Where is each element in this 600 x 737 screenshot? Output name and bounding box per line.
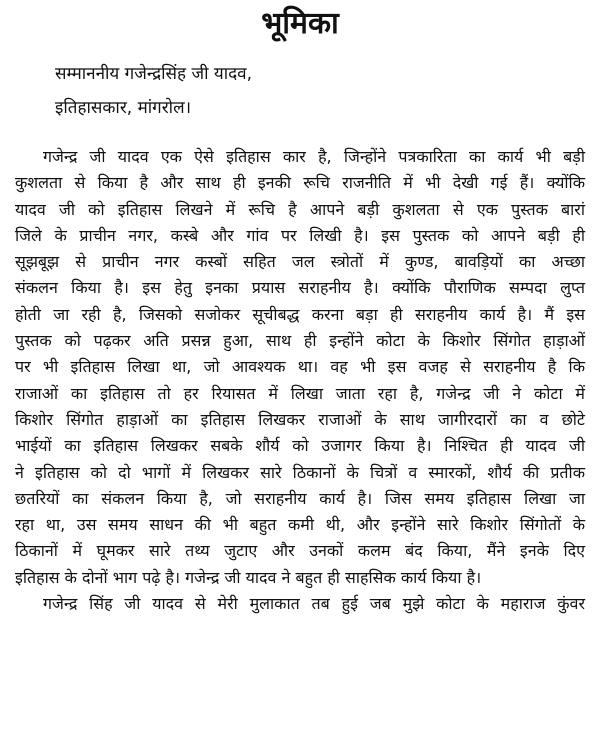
address-line-1: सम्माननीय गजेन्द्रसिंह जी यादव, — [55, 64, 253, 84]
body-line: सूझबूझ से प्राचीन नगर कस्बों सहित जल स्त्रोतों में कुण्ड, बावड़ियों का अच्छा — [15, 252, 585, 272]
body-line: ने इतिहास को दो भागों में लिखकर सारे ठिकानों के चित्रों व स्मारकों, शौर्य की प्रतीक — [15, 462, 585, 482]
body-paragraph — [15, 144, 585, 617]
body-line: कुशलता से किया है और साथ ही इनकी रूचि राजनीति में भी देखी गई हैं। क्योंकि — [15, 173, 585, 193]
body-line: भाईयों का इतिहास लिखकर सबके शौर्य को उजागर किया है। निश्चित ही यादव जी — [15, 436, 585, 456]
body-line: पर भी इतिहास लिखा था, जो आवश्यक था। वह भी इस वजह से सराहनीय है कि — [15, 357, 585, 377]
page-title: भूमिका — [261, 6, 339, 41]
body-line: पुस्तक को पढ़कर अति प्रसन्न हुआ, साथ ही इन्होंने कोटा के किशोर सिंगोत हाड़ाओं — [15, 331, 585, 351]
body-line: गजेन्द्र जी यादव एक ऐसे इतिहास कार है, जिन्होंने पत्रकारिता का कार्य भी बड़ी — [43, 147, 585, 166]
body-line: जिले के प्राचीन नगर, कस्बे और गांव पर लिखी है। इस पुस्तक को आपने बड़ी ही — [15, 225, 585, 245]
body-line: छतरियों का संकलन किया है, जो सराहनीय कार्य है। जिस समय इतिहास लिखा जा — [15, 488, 585, 508]
body-line: राजाओं का इतिहास तो हर रियासत में लिखा जाता रहा है, गजेन्द्र जी ने कोटा में — [15, 383, 585, 403]
body-line: रहा था, उस समय साधन की भी बहुत कमी थी, और इन्होंने सारे किशोर सिंगोतों के — [15, 515, 585, 535]
body-line: ठिकानों में घूमकर सारे तथ्य जुटाए और उनकों कलम बंद किया, मैंने इनके दिए — [15, 541, 585, 561]
body-line: संकलन किया है। इस हेतु इनका प्रयास सराहनीय है। क्योंकि पौराणिक सम्पदा लुप्त — [15, 278, 585, 298]
address-line-2: इतिहासकार, मांगरोल। — [55, 98, 192, 118]
body-line: होती जा रही है, जिसको सजोकर सूचीबद्ध करना बड़ा ही सराहनीय कार्य है। मैं इस — [15, 304, 585, 324]
body-line: इतिहास के दोनों भाग पढ़े है। गजेन्द्र जी यादव ने बहुत ही साहसिक कार्य किया है। — [15, 567, 482, 587]
body-line: गजेन्द्र सिंह जी यादव से मेरी मुलाकात तब हुई जब मुझे कोटा के महाराज कुंवर — [43, 594, 585, 614]
body-line: यादव जी को इतिहास लिखने में रूचि है आपने बड़ी कुशलता से एक पुस्तक बारां — [15, 199, 585, 219]
body-line: किशोर सिंगोत हाड़ाओं का इतिहास लिखकर राजाओं के साथ जागीरदारों का व छोटे — [15, 409, 585, 429]
